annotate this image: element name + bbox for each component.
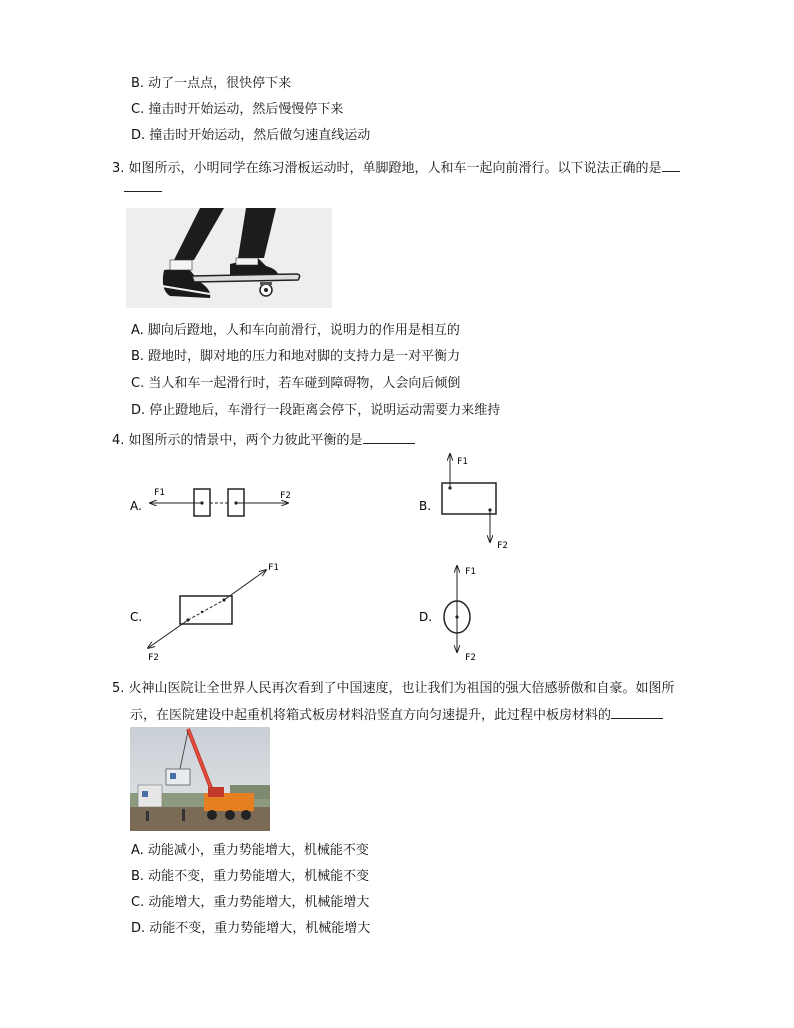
q3-answer-blank-cont	[124, 178, 162, 197]
fig-c-label: C.	[130, 610, 143, 624]
q3-stem-text: 3. 如图所示，小明同学在练习滑板运动时，单脚蹬地，人和车一起向前滑行。以下说法正确的是	[112, 161, 662, 176]
q3-option-b: B. 蹬地时，脚对地的压力和地对脚的支持力是一对平衡力	[131, 349, 461, 364]
q2-option-b: B. 动了一点点，很快停下来	[131, 76, 292, 91]
skateboard-photo	[126, 208, 332, 308]
q3-option-c: C. 当人和车一起滑行时，若车碰到障碍物，人会向后倾倒	[131, 376, 461, 391]
q4-answer-blank	[363, 430, 415, 444]
fig-d-f2: F2	[465, 653, 476, 663]
q4-figure-b	[415, 450, 545, 555]
q3-stem	[112, 158, 680, 177]
q4-figure-c	[128, 560, 298, 665]
q5-stem-text: 示，在医院建设中起重机将箱式板房材料沿竖直方向匀速提升，此过程中板房材料的	[130, 708, 612, 723]
q5-answer-blank	[611, 705, 663, 719]
q2-option-d: D. 撞击时开始运动，然后做匀速直线运动	[131, 128, 371, 143]
fig-b-f1: F1	[457, 457, 468, 467]
fig-a-f1: F1	[154, 488, 165, 498]
q3-option-d: D. 停止蹬地后，车滑行一段距离会停下，说明运动需要力来维持	[131, 403, 501, 418]
q5-option-d: D. 动能不变，重力势能增大，机械能增大	[131, 921, 371, 936]
q5-option-a: A. 动能减小，重力势能增大，机械能不变	[131, 843, 369, 858]
q5-stem-line1: 5. 火神山医院让全世界人民再次看到了中国速度，也让我们为祖国的强大倍感骄傲和自豪。如图所	[112, 681, 675, 696]
fig-a-f2: F2	[280, 491, 291, 501]
q3-answer-blank-line2	[124, 178, 162, 192]
q2-option-c: C. 撞击时开始运动，然后慢慢停下来	[131, 102, 344, 117]
fig-b-f2: F2	[497, 541, 508, 551]
q5-option-b: B. 动能不变，重力势能增大，机械能不变	[131, 869, 370, 884]
fig-a-label: A.	[130, 499, 142, 513]
q5-option-c: C. 动能增大，重力势能增大，机械能增大	[131, 895, 370, 910]
fig-b-label: B.	[419, 499, 432, 513]
fig-d-label: D.	[419, 610, 433, 624]
q3-answer-blank	[662, 158, 680, 172]
q5-stem-line2	[130, 705, 663, 724]
crane-photo	[130, 727, 270, 831]
q4-figure-a	[128, 478, 308, 528]
q4-stem	[112, 430, 415, 449]
fig-c-f1: F1	[268, 563, 279, 573]
q4-figure-d	[415, 560, 515, 665]
q4-stem-text: 4. 如图所示的情景中，两个力彼此平衡的是	[112, 433, 363, 448]
q3-option-a: A. 脚向后蹬地，人和车向前滑行，说明力的作用是相互的	[131, 323, 460, 338]
fig-c-f2: F2	[148, 653, 159, 663]
fig-d-f1: F1	[465, 567, 476, 577]
